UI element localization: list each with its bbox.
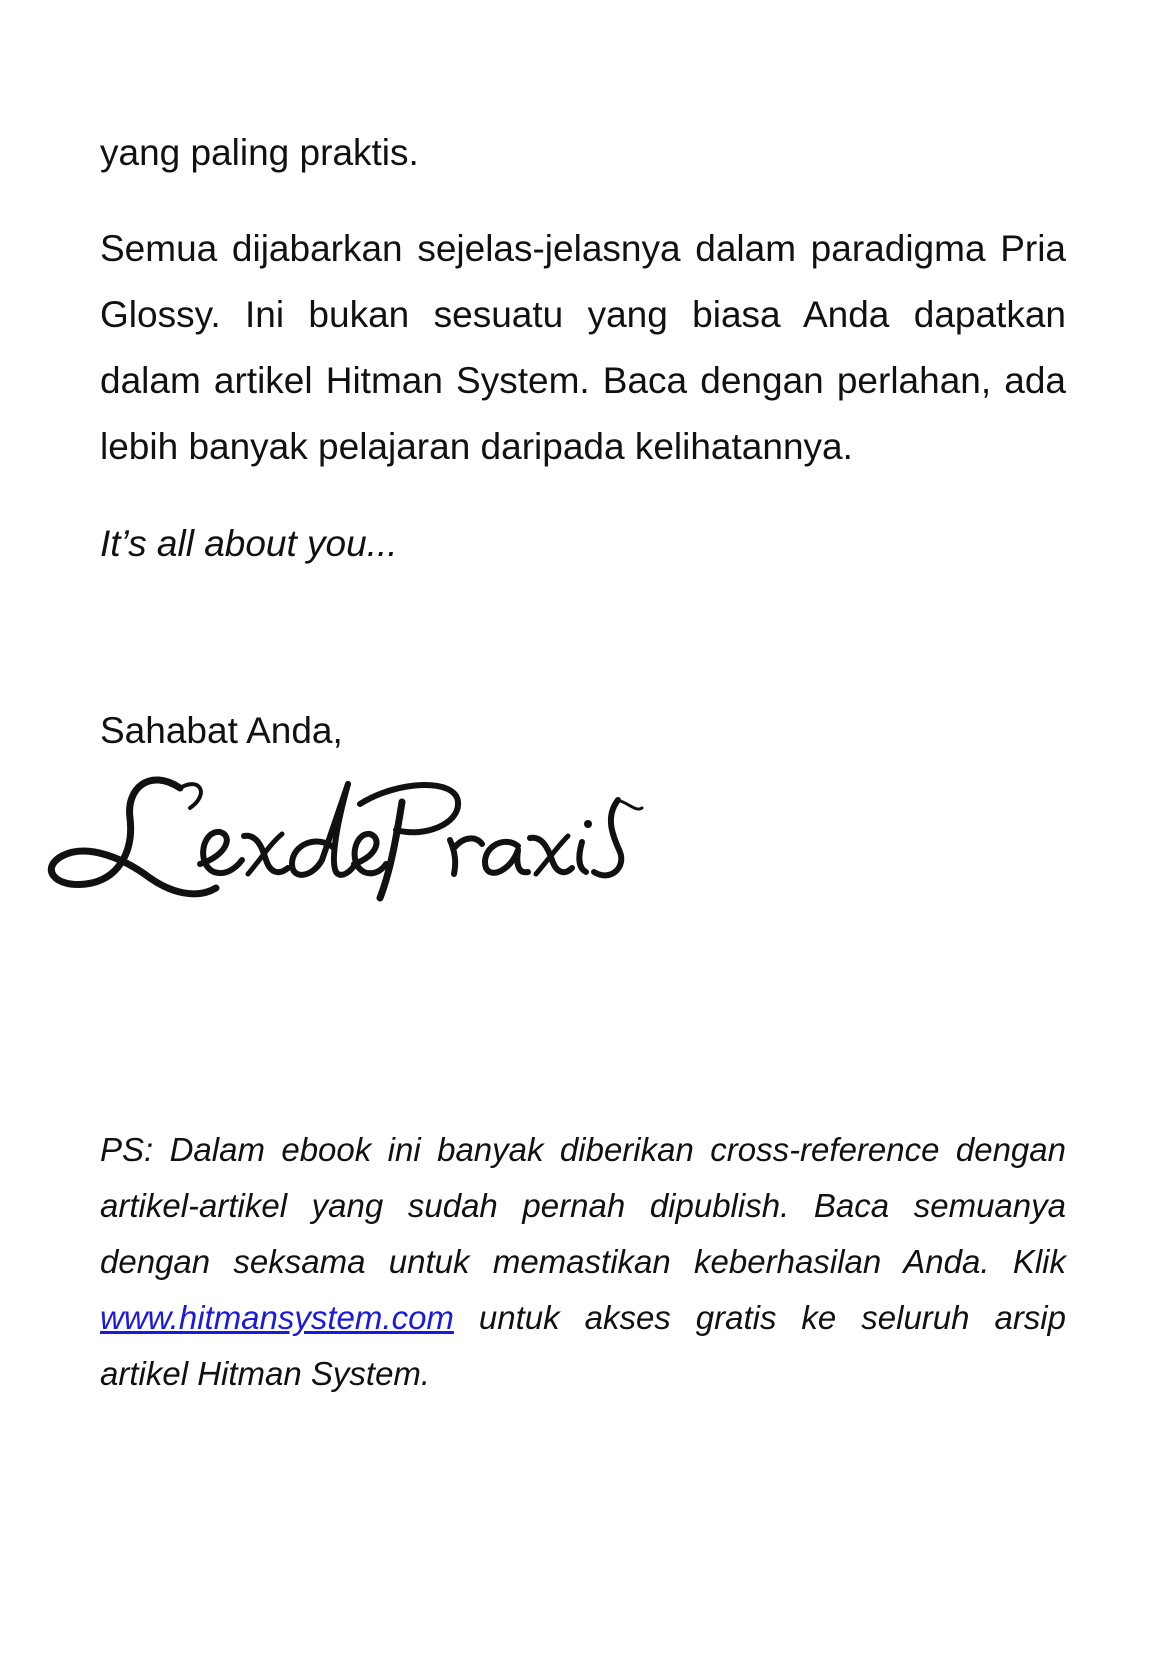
signature-image bbox=[30, 760, 650, 910]
hitmansystem-link[interactable]: www.hitmansystem.com bbox=[100, 1299, 454, 1336]
body-paragraph-1: yang paling praktis. bbox=[100, 132, 419, 173]
closing-salutation: Sahabat Anda, bbox=[100, 710, 343, 751]
postscript-text-after-link: untuk akses gratis ke seluruh arsip artikel Hitman System. bbox=[100, 1299, 1066, 1392]
postscript-paragraph bbox=[100, 1122, 1066, 1402]
body-paragraph-3: It’s all about you... bbox=[100, 523, 398, 564]
postscript-text-before-link: PS: Dalam ebook ini banyak diberikan cross-reference dengan artikel-artikel yang sudah pernah dipublish. Baca semuanya dengan seksama untuk memastikan keberhasilan Anda. Klik bbox=[100, 1131, 1066, 1280]
body-paragraph-2: Semua dijabarkan sejelas-jelasnya dalam paradigma Pria Glossy. Ini bukan sesuatu yang biasa Anda dapatkan dalam artikel Hitman System. Baca dengan perlahan, ada lebih banyak pelajaran daripada kelihatannya. bbox=[100, 228, 1066, 467]
